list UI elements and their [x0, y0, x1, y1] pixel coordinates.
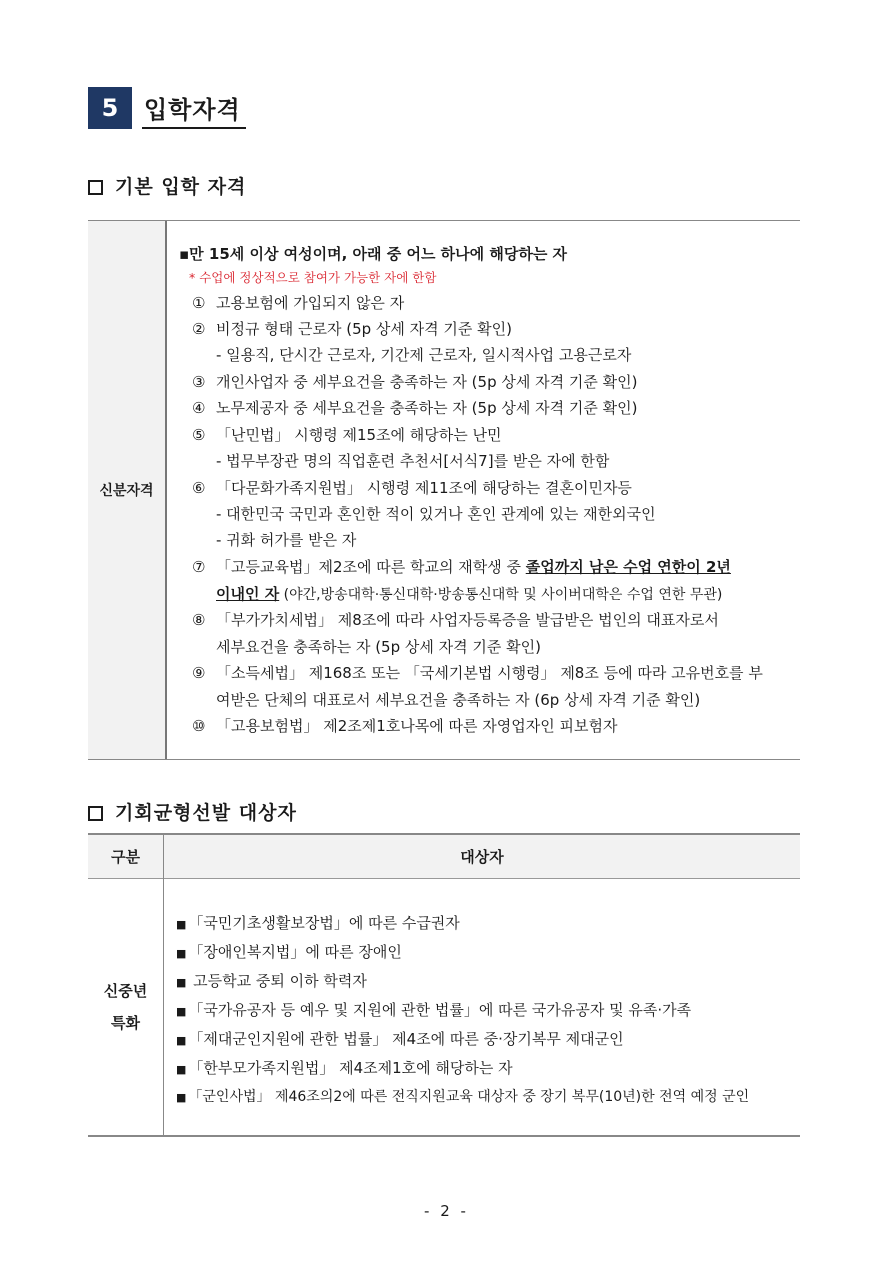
- basic-qualification-table: [88, 220, 800, 760]
- list-item: ■ 「장애인복지법」에 따른 장애인: [176, 943, 402, 961]
- list-item: ■ 「제대군인지원에 관한 법률」 제4조에 따른 중·장기복무 제대군인: [176, 1030, 624, 1048]
- list-item: ⑩ 「고용보험법」 제2조제1호나목에 따른 자영업자인 피보험자: [192, 717, 618, 735]
- list-item: ■ 「군인사법」 제46조의2에 따른 전직지원교육 대상자 중 장기 복무(10년)한 전역 예정 군인: [176, 1089, 750, 1105]
- section-number: 5: [88, 87, 132, 129]
- list-item-continuation: 여받은 단체의 대표로서 세부요건을 충족하는 자 (6p 상세 자격 기준 확인): [216, 691, 701, 709]
- balance-heading-text: 기회균형선발 대상자: [115, 802, 297, 824]
- highlight-text: 이내인 자: [216, 585, 280, 603]
- basic-heading-text: 기본 입학 자격: [115, 176, 247, 198]
- checkbox-square-icon: [88, 180, 103, 195]
- list-item: ⑤ 「난민법」 시행령 제15조에 해당하는 난민: [192, 426, 502, 444]
- highlight-text: 졸업까지 남은 수업 연한이 2년: [525, 558, 731, 576]
- list-item: ⑨ 「소득세법」 제168조 또는 「국세기본법 시행령」 제8조 등에 따라 고유번호를 부: [192, 664, 763, 682]
- list-item: ■ 고등학교 중퇴 이하 학력자: [176, 972, 367, 990]
- list-item-continuation: 세부요건을 충족하는 자 (5p 상세 자격 기준 확인): [216, 638, 541, 656]
- section-title-underline: [142, 127, 246, 129]
- list-item: ■ 「국민기초생활보장법」에 따른 수급권자: [176, 914, 460, 932]
- checkbox-square-icon: [88, 806, 103, 821]
- page-number: - 2 -: [424, 1202, 469, 1220]
- section-title: 입학자격: [144, 96, 241, 124]
- table-bottom-border: [88, 1135, 800, 1137]
- row-label-middle-aged: 신중년 특화: [103, 982, 148, 1032]
- column-divider: [163, 835, 164, 1136]
- list-item: ■ 「국가유공자 등 예우 및 지원에 관한 법률」에 따른 국가유공자 및 유족·가족: [176, 1001, 692, 1019]
- list-item: ④ 노무제공자 중 세부요건을 충족하는 자 (5p 상세 자격 기준 확인): [192, 399, 638, 417]
- balance-selection-heading: [88, 798, 297, 825]
- identity-qualification-label: 신분자격: [88, 221, 167, 759]
- main-condition: ▪만 15세 이상 여성이며, 아래 중 어느 하나에 해당하는 자: [179, 245, 568, 263]
- column-header-category: 구분: [111, 848, 140, 866]
- attendance-note: * 수업에 정상적으로 참여가 가능한 자에 한함: [189, 270, 437, 285]
- table-top-border: [88, 220, 800, 221]
- list-subitem: - 대한민국 국민과 혼인한 적이 있거나 혼인 관계에 있는 재한외국인: [216, 505, 656, 523]
- list-subitem: - 일용직, 단시간 근로자, 기간제 근로자, 일시적사업 고용근로자: [216, 346, 632, 364]
- list-item: ⑥ 「다문화가족지원법」 시행령 제11조에 해당하는 결혼이민자등: [192, 479, 632, 497]
- list-item: ① 고용보험에 가입되지 않은 자: [192, 294, 405, 312]
- list-item: ③ 개인사업자 중 세부요건을 충족하는 자 (5p 상세 자격 기준 확인): [192, 373, 638, 391]
- list-subitem: - 법무부장관 명의 직업훈련 추천서[서식7]를 받은 자에 한함: [216, 452, 610, 470]
- list-item-continuation: 이내인 자 (야간,방송대학·통신대학·방송통신대학 및 사이버대학은 수업 연한 무관): [216, 585, 723, 603]
- basic-qualification-heading: [88, 172, 246, 199]
- list-subitem: - 귀화 허가를 받은 자: [216, 531, 357, 549]
- list-item: ⑦ 「고등교육법」제2조에 따른 학교의 재학생 중 졸업까지 남은 수업 연한이 2년: [192, 558, 731, 576]
- list-item: ② 비정규 형태 근로자 (5p 상세 자격 기준 확인): [192, 320, 512, 338]
- column-header-target: 대상자: [460, 848, 504, 866]
- table-bottom-border: [88, 759, 800, 760]
- list-item: ■ 「한부모가족지원법」 제4조제1호에 해당하는 자: [176, 1059, 513, 1077]
- list-item: ⑧ 「부가가치세법」 제8조에 따라 사업자등록증을 발급받은 법인의 대표자로서: [192, 611, 719, 629]
- balance-selection-table: [88, 833, 800, 1137]
